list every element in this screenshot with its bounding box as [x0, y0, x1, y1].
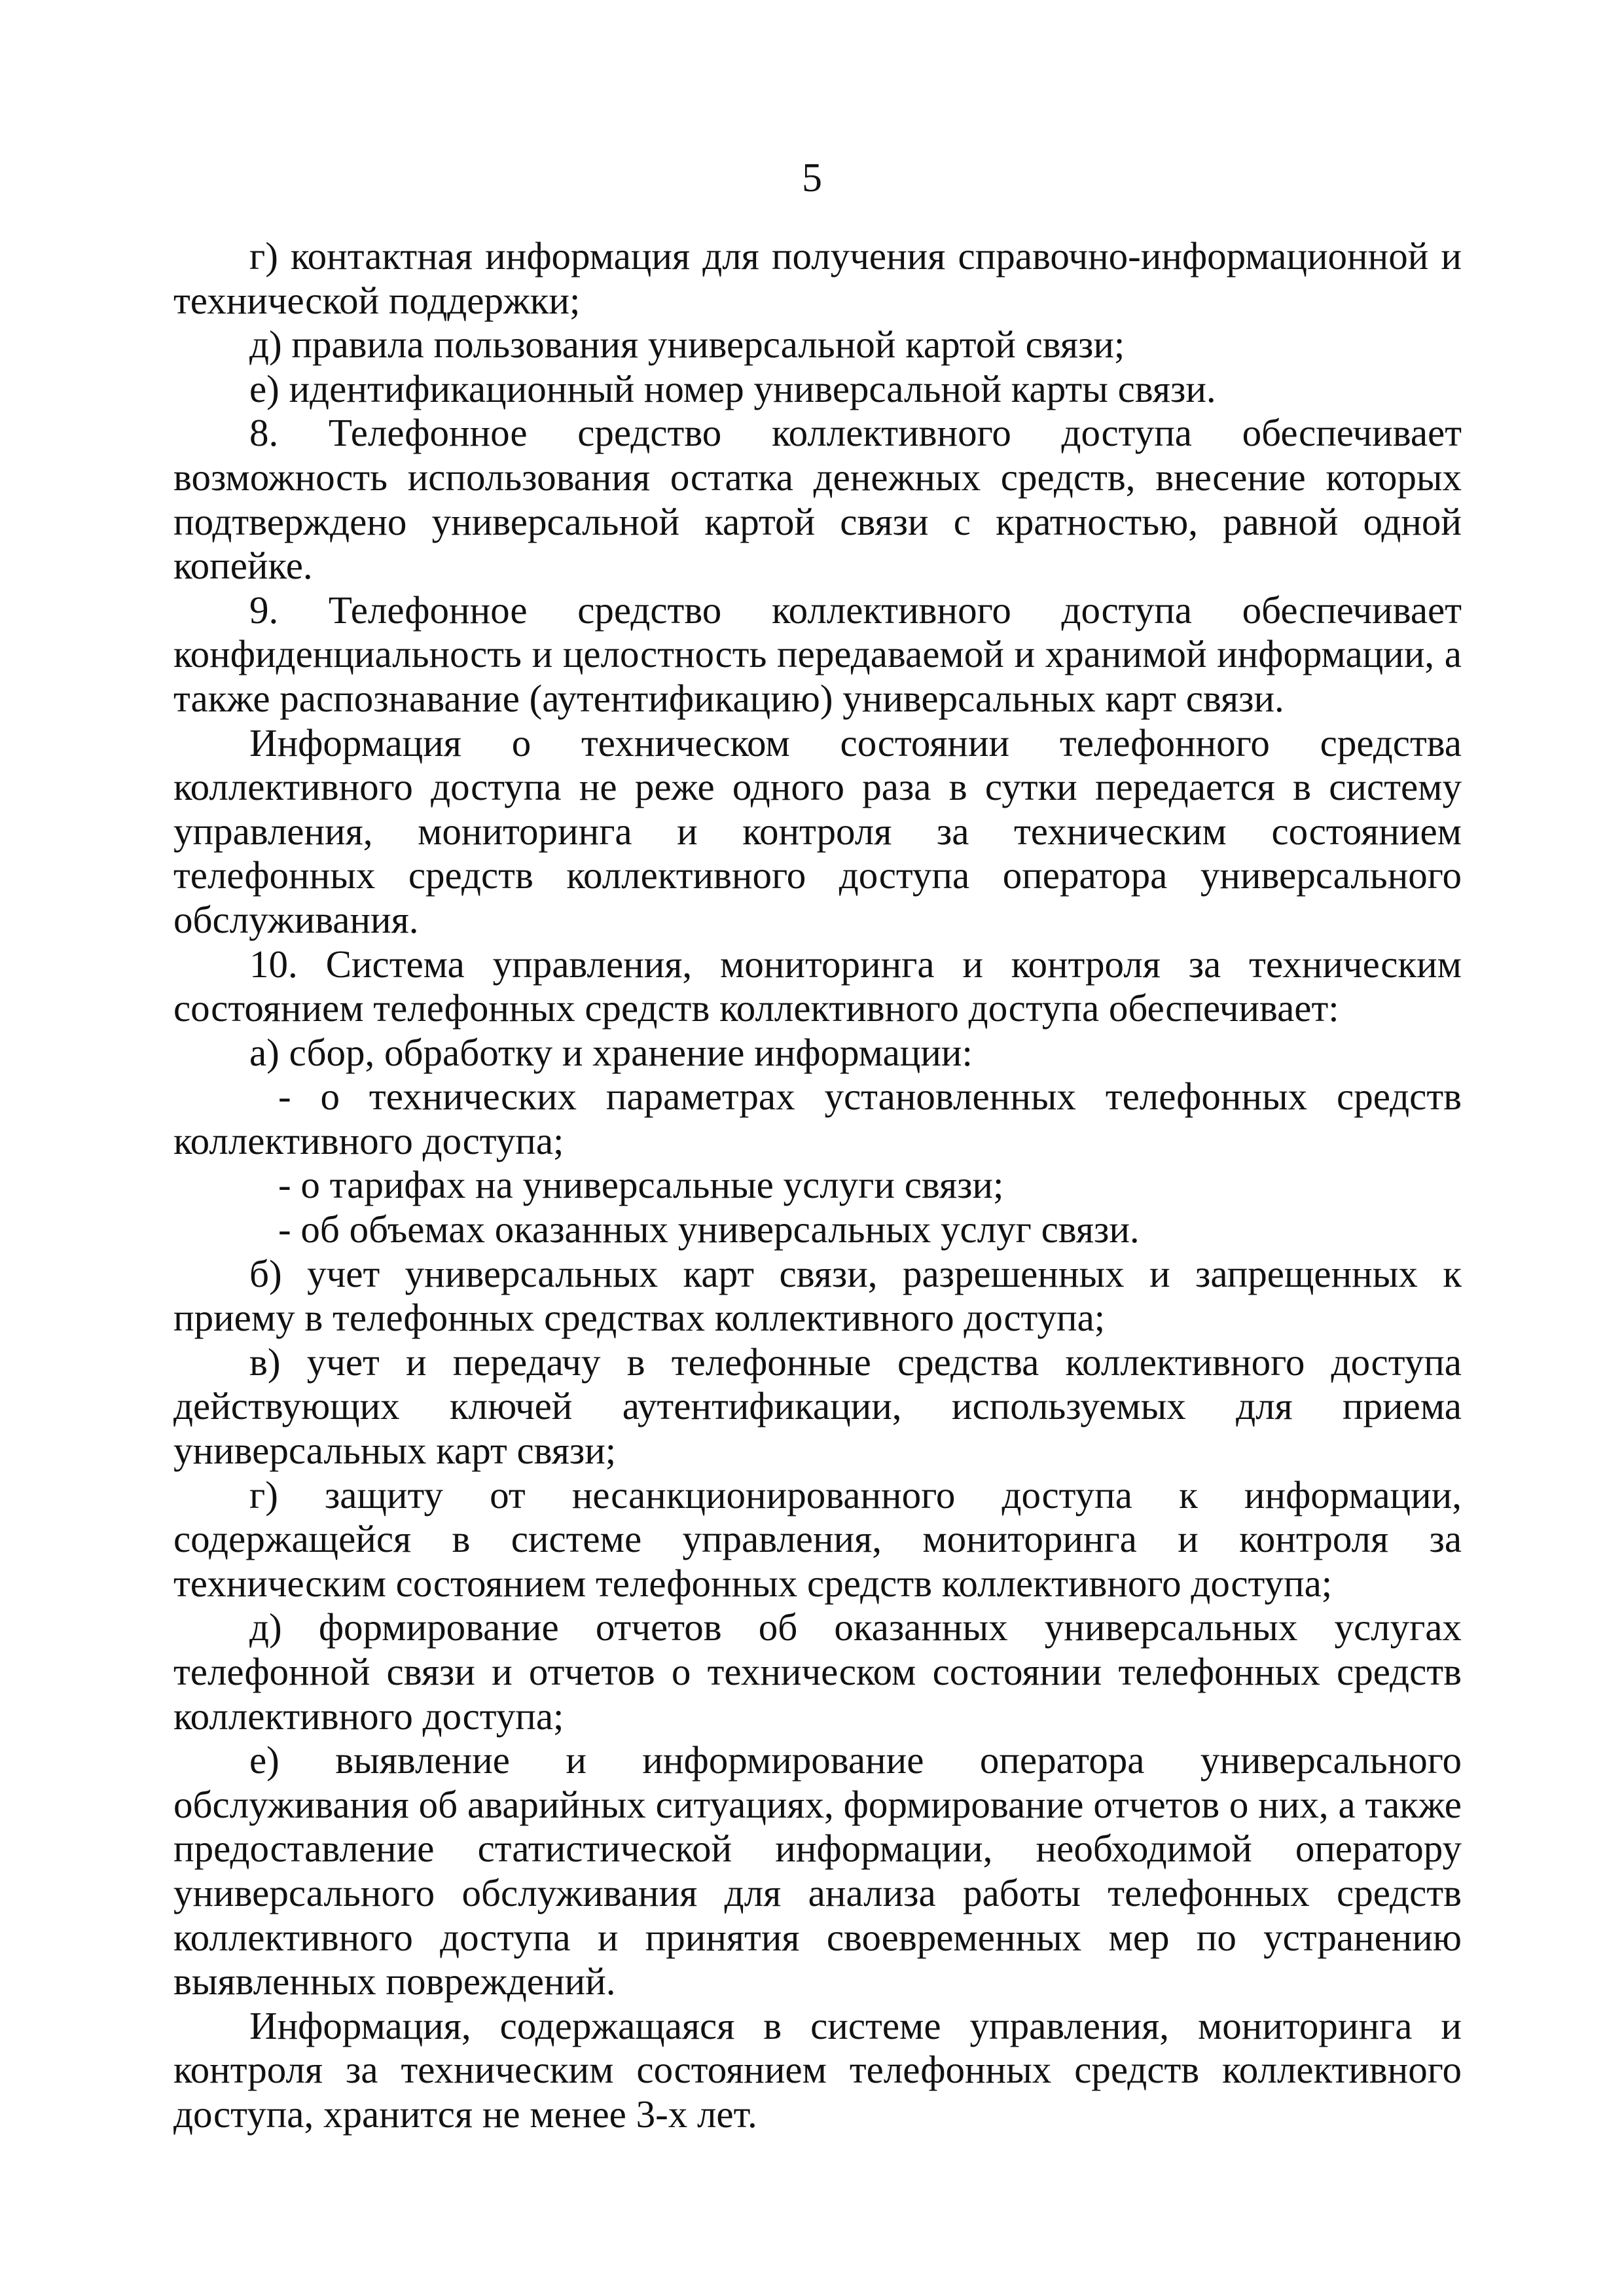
paragraph-item-d-reports: д) формирование отчетов об оказанных универсальных услугах телефонной связи и отчетов о техническом состоянии телефонных средств коллективного доступа; [173, 1605, 1462, 1738]
paragraph-dash-volumes: - об объемах оказанных универсальных услуг связи. [278, 1208, 1140, 1251]
page-number: 5 [802, 156, 822, 200]
paragraph-item-e-emergency: е) выявление и информирование оператора универсального обслуживания об аварийных ситуациях, формирование отчетов о них, а также предоставление статистической информации, необходимой оператору универсального обслуживания для анализа работы телефонных средств коллективного доступа и принятия своевременных мер по устранению выявленных повреждений. [173, 1738, 1462, 2003]
paragraph-storage-period: Информация, содержащаяся в системе управления, мониторинга и контроля за техническим состоянием телефонных средств коллективного доступа, хранится не менее 3-х лет. [173, 2003, 1462, 2136]
paragraph-item-e-card-id: е) идентификационный номер универсальной карты связи. [249, 367, 1216, 410]
paragraph-item-g-protection: г) защиту от несанкционированного доступа к информации, содержащейся в системе управления, мониторинга и контроля за техническим состоянием телефонных средств коллективного доступа; [173, 1473, 1462, 1605]
document-body [173, 234, 1462, 2137]
paragraph-clause-8: 8. Телефонное средство коллективного доступа обеспечивает возможность использования остатка денежных средств, внесение которых подтверждено универсальной картой связи с кратностью, равной одной копейке. [173, 411, 1462, 588]
paragraph-item-v-key-transfer: в) учет и передачу в телефонные средства коллективного доступа действующих ключей аутентификации, используемых для приема универсальных карт связи; [173, 1340, 1462, 1473]
paragraph-dash-tariffs: - о тарифах на универсальные услуги связи; [278, 1163, 1004, 1207]
paragraph-dash-technical-parameters: - о технических параметрах установленных телефонных средств коллективного доступа; [173, 1075, 1462, 1162]
paragraph-technical-state-info: Информация о техническом состоянии телефонного средства коллективного доступа не реже одного раза в сутки передается в систему управления, мониторинга и контроля за техническим состоянием телефонных средств коллективного доступа оператора универсального обслуживания. [173, 721, 1462, 941]
paragraph-item-a-collection: а) сбор, обработку и хранение информации: [249, 1030, 973, 1074]
paragraph-item-g-contact-info: г) контактная информация для получения справочно-информационной и технической поддержки; [173, 234, 1462, 322]
paragraph-clause-9: 9. Телефонное средство коллективного доступа обеспечивает конфиденциальность и целостность передаваемой и хранимой информации, а также распознавание (аутентификацию) универсальных карт связи. [173, 588, 1462, 720]
paragraph-item-d-usage-rules: д) правила пользования универсальной картой связи; [249, 323, 1125, 367]
paragraph-item-b-card-accounting: б) учет универсальных карт связи, разрешенных и запрещенных к приему в телефонных средствах коллективного доступа; [173, 1251, 1462, 1340]
paragraph-clause-10: 10. Система управления, мониторинга и контроля за техническим состоянием телефонных средств коллективного доступа обеспечивает: [173, 942, 1462, 1030]
